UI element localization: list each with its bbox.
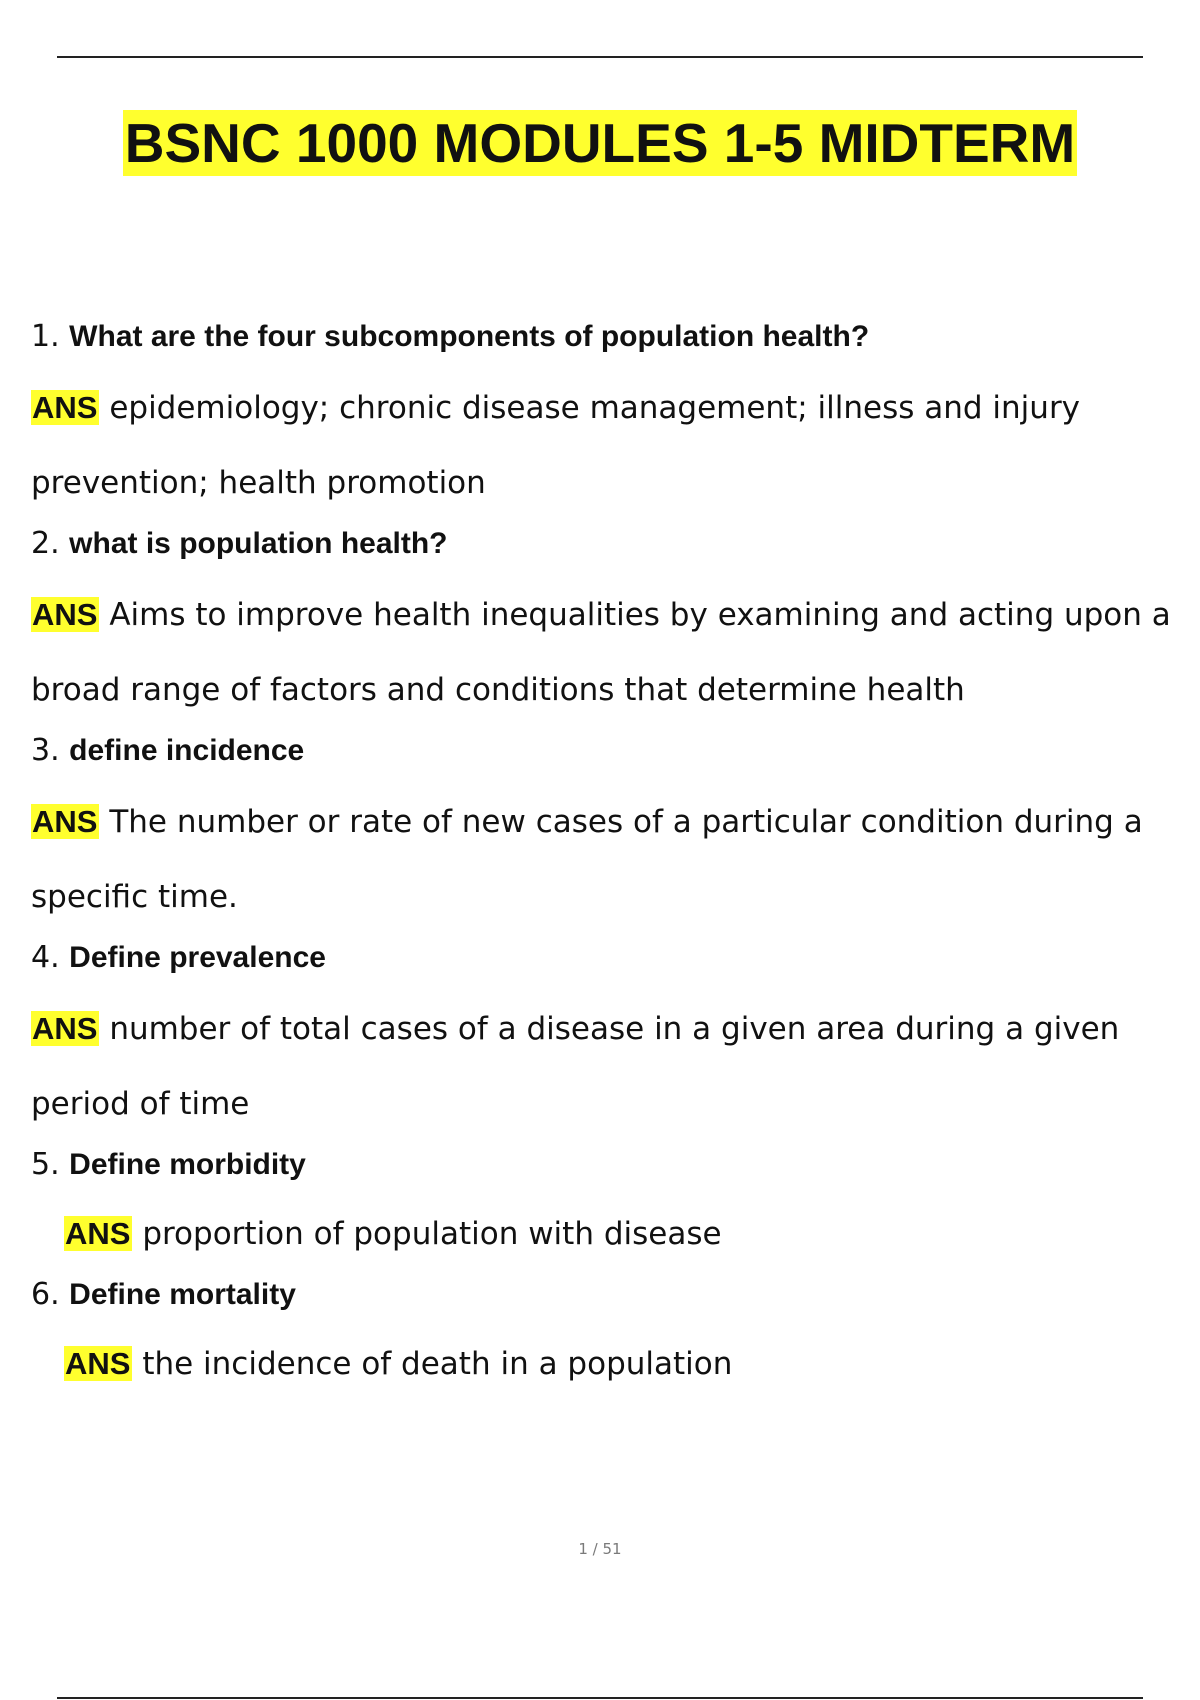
question-6: [31, 1276, 1191, 1314]
ans-tag: ANS: [32, 1011, 98, 1046]
bottom-rule: [57, 1697, 1143, 1699]
question-text: What are the four subcomponents of population health?: [69, 320, 870, 353]
question-list: [31, 318, 1191, 1406]
question-text: Define prevalence: [69, 941, 326, 974]
qa-item-1: [31, 318, 1191, 521]
qa-item-3: [31, 732, 1191, 935]
answer-text: the incidence of death in a population: [142, 1346, 733, 1382]
question-number: 3.: [31, 733, 60, 768]
title-container: [0, 110, 1200, 176]
answer-6: [31, 1334, 1191, 1394]
top-rule: [57, 56, 1143, 58]
question-text: Define morbidity: [69, 1148, 306, 1181]
qa-item-4: [31, 939, 1191, 1142]
answer-text: proportion of population with disease: [142, 1216, 722, 1252]
answer-text: Aims to improve health inequalities by examining and acting upon a broad range of factors and conditions that determine health: [31, 597, 1171, 708]
answer-2: [31, 577, 1191, 728]
question-text: Define mortality: [69, 1278, 296, 1311]
ans-tag: ANS: [32, 597, 98, 632]
qa-item-5: [31, 1146, 1191, 1264]
answer-text: number of total cases of a disease in a given area during a given period of time: [31, 1011, 1120, 1122]
question-text: define incidence: [69, 734, 305, 767]
ans-tag: ANS: [65, 1346, 131, 1381]
question-number: 5.: [31, 1147, 60, 1182]
document-title: BSNC 1000 MODULES 1-5 MIDTERM: [124, 112, 1076, 174]
qa-item-6: [31, 1276, 1191, 1394]
question-5: [31, 1146, 1191, 1184]
page-indicator: 1 / 51: [578, 1540, 622, 1558]
question-2: [31, 525, 1191, 563]
answer-1: [31, 370, 1191, 521]
qa-item-2: [31, 525, 1191, 728]
question-number: 1.: [31, 319, 60, 354]
answer-text: epidemiology; chronic disease management; illness and injury prevention; health promotion: [31, 390, 1081, 501]
answer-3: [31, 784, 1191, 935]
question-number: 2.: [31, 526, 60, 561]
question-4: [31, 939, 1191, 977]
question-number: 6.: [31, 1277, 60, 1312]
ans-tag: ANS: [65, 1216, 131, 1251]
question-number: 4.: [31, 940, 60, 975]
question-1: [31, 318, 1191, 356]
answer-text: The number or rate of new cases of a particular condition during a specific time.: [31, 804, 1143, 915]
answer-5: [31, 1204, 1191, 1264]
question-3: [31, 732, 1191, 770]
answer-4: [31, 991, 1191, 1142]
question-text: what is population health?: [69, 527, 448, 560]
ans-tag: ANS: [32, 390, 98, 425]
ans-tag: ANS: [32, 804, 98, 839]
